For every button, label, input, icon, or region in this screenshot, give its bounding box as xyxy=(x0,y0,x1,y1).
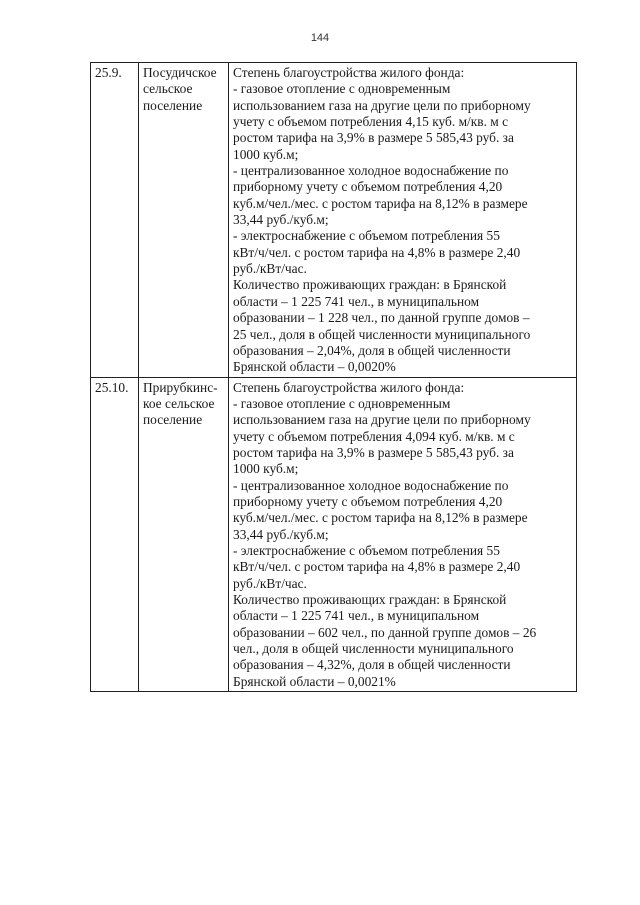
description-line: - газовое отопление с одновременным xyxy=(233,395,451,411)
description-line: ростом тарифа на 3,9% в размере 5 585,43 руб. за xyxy=(233,130,514,146)
description-line: приборному учету с объемом потребления 4,20 xyxy=(233,179,503,195)
row-number: 25.9. xyxy=(91,63,139,378)
table-row xyxy=(91,63,577,378)
table-body xyxy=(91,63,577,692)
tariff-table xyxy=(90,62,577,692)
description-line: руб./кВт/час. xyxy=(233,261,307,277)
description-line: - электроснабжение с объемом потребления 55 xyxy=(233,542,500,558)
description-line: образовании – 602 чел., по данной группе домов – 26 xyxy=(233,624,537,640)
description-line: чел., доля в общей численности муниципального xyxy=(233,641,514,657)
settlement-name-line: поселение xyxy=(143,97,203,113)
description-line: Степень благоустройства жилого фонда: xyxy=(233,65,465,80)
description-line: куб.м/чел./мес. с ростом тарифа на 8,12% в размере xyxy=(233,195,528,211)
description-line: образования – 2,04%, доля в общей численности xyxy=(233,342,511,358)
description-line: приборному учету с объемом потребления 4,20 xyxy=(233,493,503,509)
settlement-name-line: Прирубкинс- xyxy=(143,379,218,395)
description-line: - газовое отопление с одновременным xyxy=(233,81,451,97)
housing-description-cell xyxy=(229,63,577,378)
settlement-name-line: поселение xyxy=(143,412,203,428)
row-number: 25.10. xyxy=(91,377,139,692)
settlement-name-cell xyxy=(139,63,229,378)
settlement-name-line: кое сельское xyxy=(143,395,215,411)
description-line: 33,44 руб./куб.м; xyxy=(233,212,329,228)
description-line: учету с объемом потребления 4,15 куб. м/кв. м с xyxy=(233,114,509,130)
description-line: образования – 4,32%, доля в общей численности xyxy=(233,657,511,673)
description-line: кВт/ч/чел. с ростом тарифа на 4,8% в размере 2,40 xyxy=(233,244,521,260)
description-line: учету с объемом потребления 4,094 куб. м/кв. м с xyxy=(233,428,515,444)
description-line: области – 1 225 741 чел., в муниципальном xyxy=(233,608,480,624)
description-line: области – 1 225 741 чел., в муниципальном xyxy=(233,293,480,309)
description-line: 1000 куб.м; xyxy=(233,146,299,162)
description-line: - электроснабжение с объемом потребления 55 xyxy=(233,228,500,244)
description-line: - централизованное холодное водоснабжение по xyxy=(233,477,509,493)
description-line: Брянской области – 0,0021% xyxy=(233,673,396,689)
description-line: руб./кВт/час. xyxy=(233,575,307,591)
description-line: Степень благоустройства жилого фонда: xyxy=(233,379,465,395)
description-line: Количество проживающих граждан: в Брянской xyxy=(233,277,507,293)
description-line: Количество проживающих граждан: в Брянской xyxy=(233,592,507,607)
description-line: ростом тарифа на 3,9% в размере 5 585,43 руб. за xyxy=(233,444,514,460)
description-line: 25 чел., доля в общей численности муниципального xyxy=(233,326,531,342)
settlement-name-line: Посудичское xyxy=(143,65,217,80)
description-line: кВт/ч/чел. с ростом тарифа на 4,8% в размере 2,40 xyxy=(233,559,521,575)
table-row xyxy=(91,377,577,692)
description-line: использованием газа на другие цели по приборному xyxy=(233,97,531,113)
settlement-name-line: сельское xyxy=(143,81,193,97)
settlement-name-cell xyxy=(139,377,229,692)
description-line: Брянской области – 0,0020% xyxy=(233,359,396,375)
housing-description-cell xyxy=(229,377,577,692)
description-line: 33,44 руб./куб.м; xyxy=(233,526,329,542)
page-number: 144 xyxy=(310,32,330,44)
description-line: - централизованное холодное водоснабжение по xyxy=(233,163,509,179)
description-line: образовании – 1 228 чел., по данной группе домов – xyxy=(233,310,530,326)
description-line: 1000 куб.м; xyxy=(233,461,299,477)
description-line: использованием газа на другие цели по приборному xyxy=(233,412,531,428)
description-line: куб.м/чел./мес. с ростом тарифа на 8,12% в размере xyxy=(233,510,528,526)
